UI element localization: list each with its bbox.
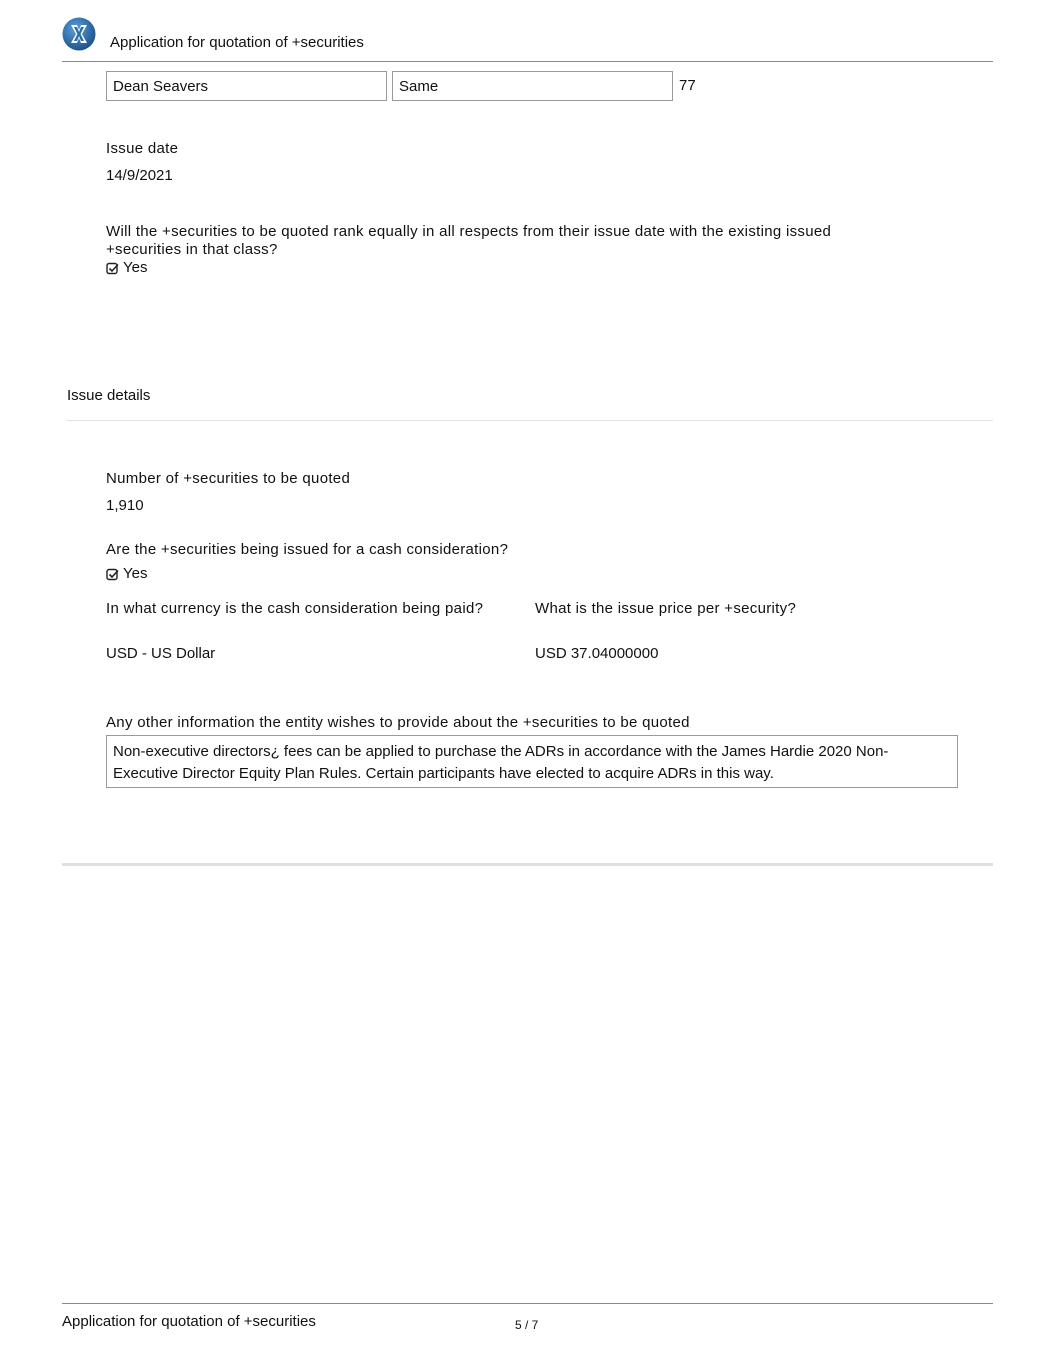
other-info-label: Any other information the entity wishes to provide about the +securities to be quoted	[106, 714, 690, 731]
currency-label: In what currency is the cash consideration being paid?	[106, 600, 484, 617]
cash-question: Are the +securities being issued for a cash consideration?	[106, 541, 509, 558]
header-divider	[62, 61, 993, 62]
checkbox-checked-icon	[106, 262, 119, 275]
header-title: Application for quotation of +securities	[110, 34, 364, 51]
page-number: 5 / 7	[515, 1318, 539, 1332]
footer-title: Application for quotation of +securities	[62, 1313, 316, 1330]
number-label: Number of +securities to be quoted	[106, 470, 351, 487]
rank-answer	[106, 259, 147, 277]
price-label: What is the issue price per +security?	[535, 600, 797, 617]
cash-answer-text: Yes	[123, 565, 148, 582]
checkbox-checked-icon	[106, 568, 119, 581]
cash-answer	[106, 565, 147, 583]
name-field: Dean Seavers	[106, 71, 387, 101]
rank-answer-text: Yes	[123, 259, 148, 276]
section-title-issue-details: Issue details	[67, 387, 151, 404]
currency-value: USD - US Dollar	[106, 645, 216, 662]
row-number: 77	[679, 77, 696, 94]
other-info-box: Non-executive directors¿ fees can be applied to purchase the ADRs in accordance with the James Hardie 2020 Non-Executive Director Equity Plan Rules. Certain participants have elected to acquire ADRs in this way.	[106, 735, 958, 788]
second-field: Same	[392, 71, 673, 101]
price-value: USD 37.04000000	[535, 645, 659, 662]
rank-question: Will the +securities to be quoted rank equally in all respects from their issue date with the existing issued +securities in that class?	[106, 223, 832, 258]
issue-date-label: Issue date	[106, 140, 179, 157]
asx-logo	[62, 17, 96, 51]
section-divider	[66, 420, 993, 421]
issue-date-value: 14/9/2021	[106, 167, 173, 184]
footer-divider	[62, 1303, 993, 1304]
section-end-divider	[62, 863, 993, 866]
number-value: 1,910	[106, 497, 144, 514]
